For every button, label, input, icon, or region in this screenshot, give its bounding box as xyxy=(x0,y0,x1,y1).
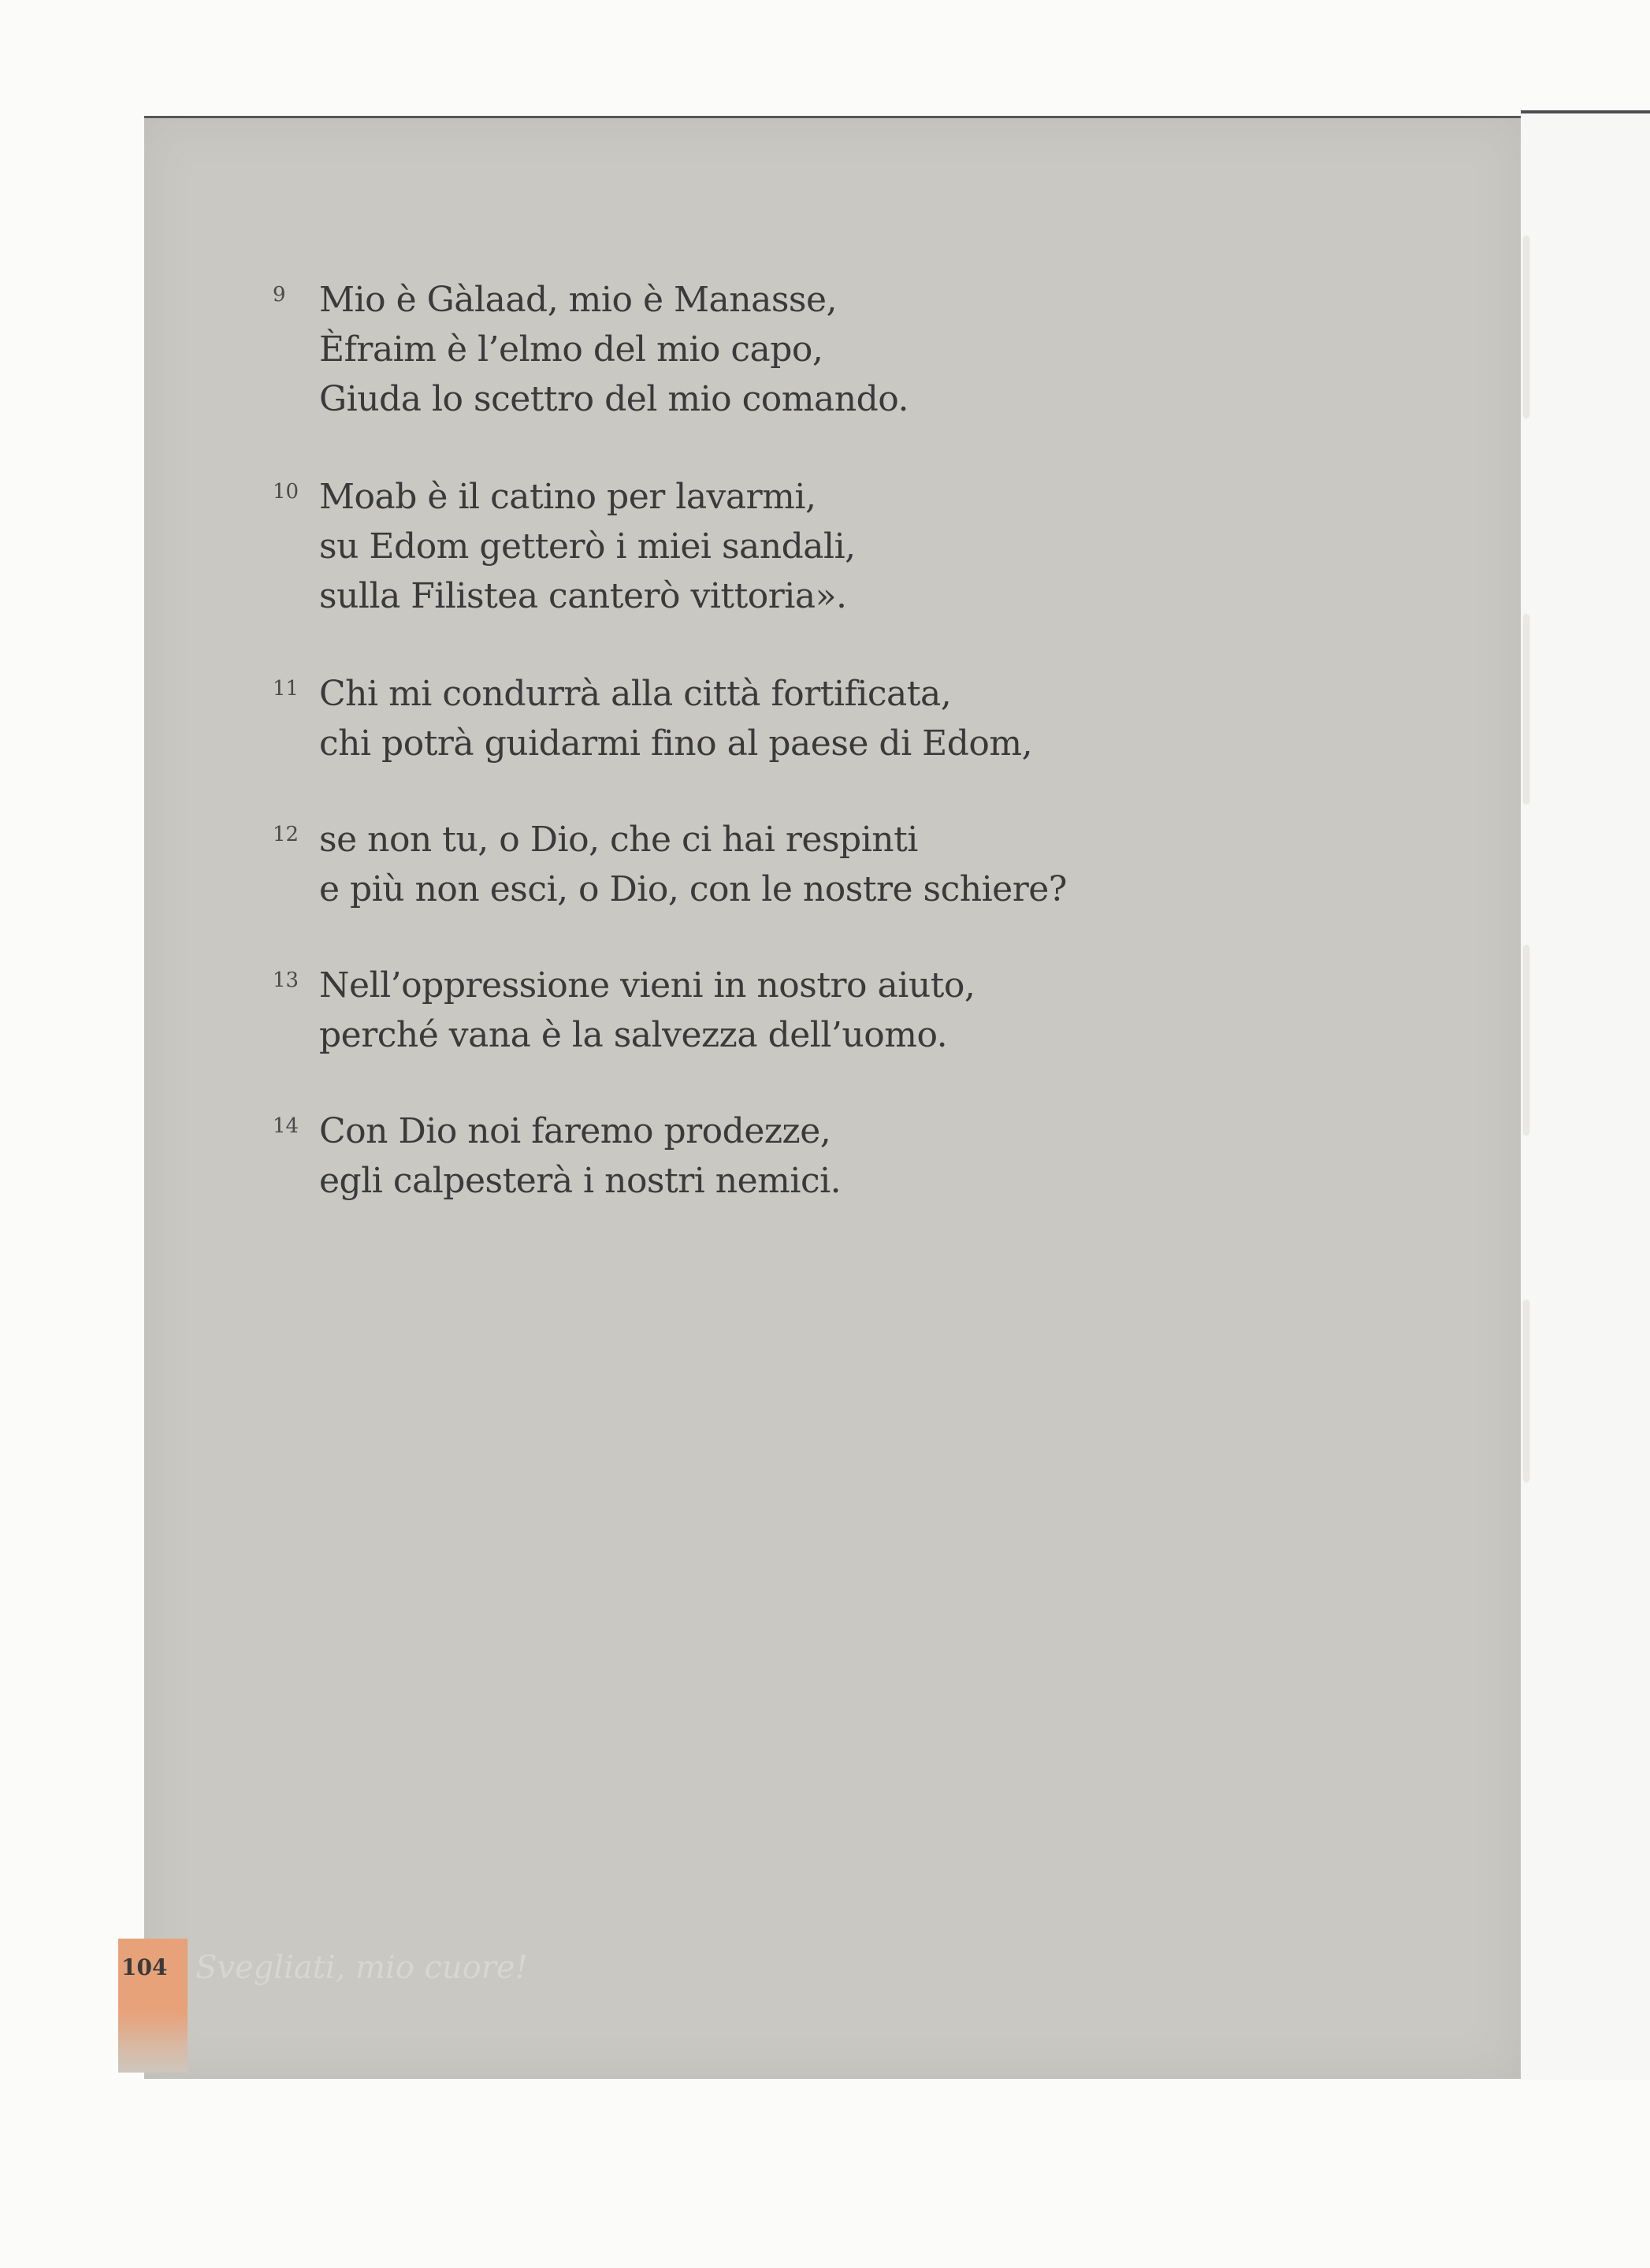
verse-number: 9 xyxy=(273,283,286,307)
page-number: 104 xyxy=(121,1954,168,1980)
verse-number: 14 xyxy=(273,1114,299,1138)
verse-line: su Edom getterò i miei sandali, xyxy=(319,526,856,567)
verse-number: 10 xyxy=(273,480,299,504)
verse-line: egli calpesterà i nostri nemici. xyxy=(319,1161,842,1201)
verse-line: perché vana è la salvezza dell’uomo. xyxy=(319,1015,948,1055)
verse-number: 12 xyxy=(273,823,299,846)
adjacent-sheet xyxy=(1521,110,1650,2080)
binding-thread xyxy=(1524,236,1529,418)
verse-line: Èfraim è l’elmo del mio capo, xyxy=(319,329,823,370)
verse-line: Chi mi condurrà alla città fortificata, xyxy=(319,674,952,714)
book-page xyxy=(144,116,1521,2079)
binding-thread xyxy=(1524,946,1529,1135)
verse-line: Con Dio noi faremo prodezze, xyxy=(319,1111,831,1151)
verse-line: Mio è Gàlaad, mio è Manasse, xyxy=(319,280,838,320)
verse-line: e più non esci, o Dio, con le nostre schiere? xyxy=(319,869,1067,909)
verse-line: sulla Filistea canterò vittoria». xyxy=(319,576,847,616)
running-title: Svegliati, mio cuore! xyxy=(195,1950,528,1986)
verse-line: Nell’oppressione vieni in nostro aiuto, xyxy=(319,965,976,1006)
verse-line: chi potrà guidarmi fino al paese di Edom, xyxy=(319,723,1033,764)
binding-thread xyxy=(1524,615,1529,804)
verse-line: se non tu, o Dio, che ci hai respinti xyxy=(319,820,918,860)
binding-thread xyxy=(1524,1300,1529,1482)
verse-line: Giuda lo scettro del mio comando. xyxy=(319,379,909,419)
verse-number: 11 xyxy=(273,677,299,701)
verse-number: 13 xyxy=(273,969,299,992)
verse-line: Moab è il catino per lavarmi, xyxy=(319,477,816,517)
